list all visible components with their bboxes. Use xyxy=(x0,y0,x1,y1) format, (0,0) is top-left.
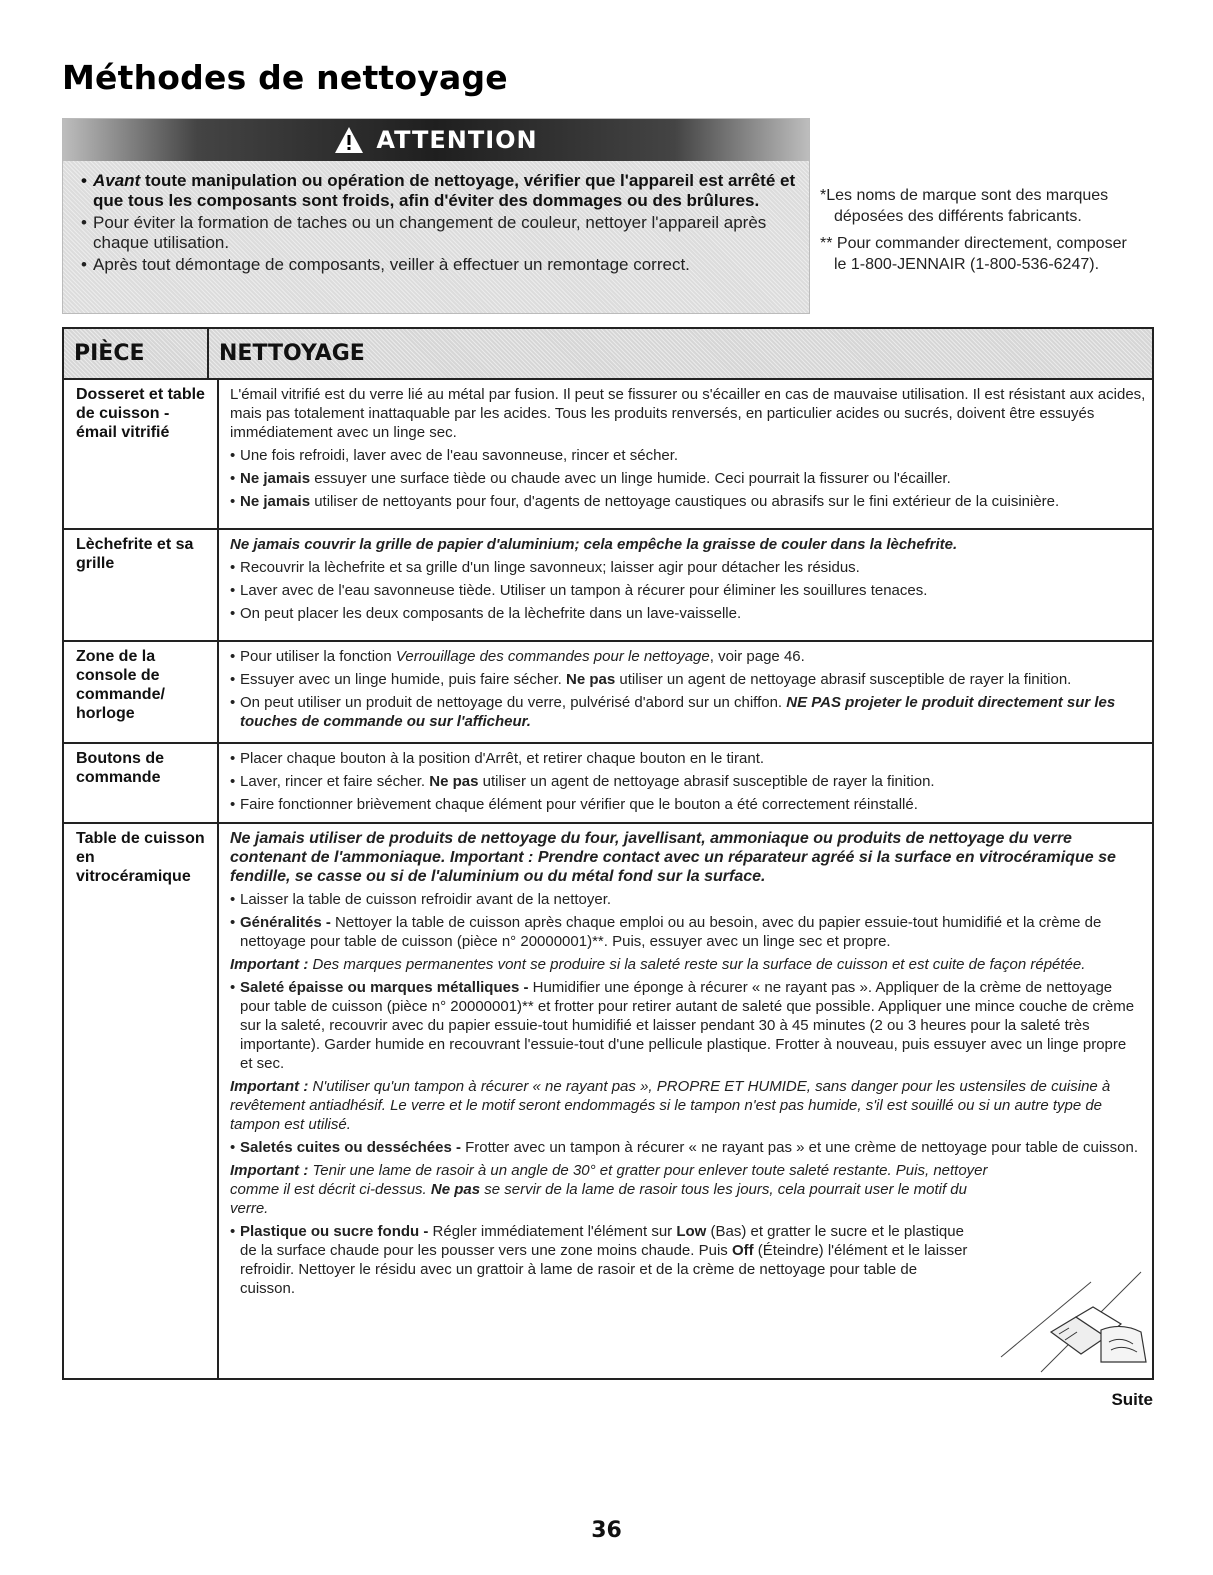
row-content: • Pour utiliser la fonction Verrouillage des commandes pour le nettoyage, voir page 46. • Essuyer avec un linge humide, puis faire sécher. Ne pas utiliser un agent de nettoyage abrasif susceptible de rayer la finition. • On peut utiliser un produit de nettoyage du verre, pulvérisé d'abord sur un chiffon. NE PAS projeter le produit directement sur les touches de commande ou sur l'afficheur. xyxy=(219,642,1152,742)
attention-header xyxy=(63,119,809,161)
attention-item: • Après tout démontage de composants, veiller à effectuer un remontage correct. xyxy=(81,255,799,275)
warning-triangle-icon xyxy=(334,126,364,154)
row-content: Ne jamais couvrir la grille de papier d'aluminium; cela empêche la graisse de couler dans la lèchefrite. • Recouvrir la lèchefrite et sa grille d'un linge savonneux; laisser agir pour détacher les résidus. • Laver avec de l'eau savonneuse tiède. Utiliser un tampon à récurer pour éliminer les souillures tenaces. • On peut placer les deux composants de la lèchefrite dans un lave-vaisselle. xyxy=(219,530,1152,640)
attention-title: ATTENTION xyxy=(376,126,538,154)
cleaning-table xyxy=(62,327,1154,1380)
table-row xyxy=(64,380,1152,530)
table-row xyxy=(64,744,1152,824)
page-title: Méthodes de nettoyage xyxy=(62,58,508,97)
continued-label: Suite xyxy=(1111,1390,1153,1409)
row-label: Lèchefrite et sa grille xyxy=(64,530,219,640)
row-content: • Placer chaque bouton à la position d'Arrêt, et retirer chaque bouton en le tirant. • Laver, rincer et faire sécher. Ne pas utiliser un agent de nettoyage abrasif susceptible de rayer la finition. • Faire fonctionner brièvement chaque élément pour vérifier que le bouton a été correctement réinstallé. xyxy=(219,744,1152,822)
attention-item: • Avant toute manipulation ou opération de nettoyage, vérifier que l'appareil est arrêté et que tous les composants sont froids, afin d'éviter des dommages ou des brûlures. xyxy=(81,171,799,211)
row-content: L'émail vitrifié est du verre lié au métal par fusion. Il peut se fissurer ou s'écailler en cas de mauvaise utilisation. Il est résistant aux acides, mais pas totalement inattaquable par les acides. Tous les produits renversés, en particulier acides ou sucrés, doivent être essuyés immédiatement avec un linge sec. • Une fois refroidi, laver avec de l'eau savonneuse, rincer et sécher. • Ne jamais essuyer une surface tiède ou chaude avec un linge humide. Ceci pourrait la fissurer ou l'écailler. • Ne jamais utiliser de nettoyants pour four, d'agents de nettoyage caustiques ou abrasifs sur le fini extérieur de la cuisinière. xyxy=(219,380,1152,528)
row-label: Zone de la console de commande/ horloge xyxy=(64,642,219,742)
table-header xyxy=(64,329,1152,380)
footnotes xyxy=(820,185,1140,281)
table-row xyxy=(64,530,1152,642)
order-note: ** Pour commander directement, composer le 1-800-JENNAIR (1-800-536-6247). xyxy=(820,235,1127,273)
table-row xyxy=(64,642,1152,744)
attention-box xyxy=(62,118,810,314)
header-cleaning: NETTOYAGE xyxy=(219,341,365,366)
row-label: Boutons de commande xyxy=(64,744,219,822)
trademark-note: *Les noms de marque sont des marques déposées des différents fabricants. xyxy=(820,187,1109,225)
row-label: Dosseret et table de cuisson - émail vitrifié xyxy=(64,380,219,528)
row-content: Ne jamais utiliser de produits de nettoyage du four, javellisant, ammoniaque ou produits de nettoyage du verre contenant de l'ammoniaque. Important : Prendre contact avec un réparateur agréé si la surface en vitrocéramique se fendille, se casse ou si de l'aluminium ou du métal fond sur la surface. • Laisser la table de cuisson refroidir avant de la nettoyer. • Généralités - Nettoyer la table de cuisson après chaque emploi ou au besoin, avec du papier essuie-tout humidifié et la crème de nettoyage pour table de cuisson (pièce n° 20000001)**. Puis, essuyer avec un linge sec et propre. Important : Des marques permanentes vont se produire si la saleté reste sur la surface de cuisson et est cuite de façon répétée. • Saleté épaisse ou marques métalliques - Humidifier une éponge à récurer « ne rayant pas ». Appliquer de la crème de nettoyage pour table de cuisson (pièce n° 20000001)** et frotter pour retirer autant de saleté que possible. Appliquer une mince couche de crème sur la saleté, recouvrir avec du papier essuie-tout humidifié et laisser pendant 30 à 45 minutes (2 ou 3 heures pour la saleté très importante). Garder humide en recouvrant l'essuie-tout d'une pellicule plastique. Frotter à nouveau, puis essuyer avec un linge propre et sec. Important : N'utiliser qu'un tampon à récurer « ne rayant pas », PROPRE ET HUMIDE, sans danger pour les ustensiles de cuisine à revêtement antiadhésif. Le verre et le motif seront endommagés si le tampon n'est pas humide, s'il est souillé ou si un autre type de tampon est utilisé. • Saletés cuites ou desséchées - Frotter avec un tampon à récurer « ne rayant pas » et une crème de nettoyage pour table de cuisson. Important : Tenir une lame de rasoir à un angle de 30° et gratter pour enlever toute saleté restante. Puis, nettoyer comme il est décrit ci-dessus. Ne pas se servir de la lame de rasoir tous les jours, cela pourrait user le motif du verre. • Plastique ou sucre fondu - Régler immédiatement l'élément sur Low (Bas) et gratter le sucre et le plastique de la surface chaude pour les pousser vers une zone moins chaude. Puis Off (Éteindre) l'élément et le laisser refroidir. Nettoyer le résidu avec un grattoir à lame de rasoir et de la crème de nettoyage pour table de cuisson. xyxy=(219,824,1152,1378)
razor-scraper-illustration xyxy=(981,1262,1151,1380)
page-number: 36 xyxy=(591,1518,622,1543)
row-label: Table de cuisson en vitrocéramique xyxy=(64,824,219,1378)
header-part: PIÈCE xyxy=(64,329,209,378)
attention-item: • Pour éviter la formation de taches ou un changement de couleur, nettoyer l'appareil après chaque utilisation. xyxy=(81,213,799,253)
attention-list xyxy=(63,171,809,275)
